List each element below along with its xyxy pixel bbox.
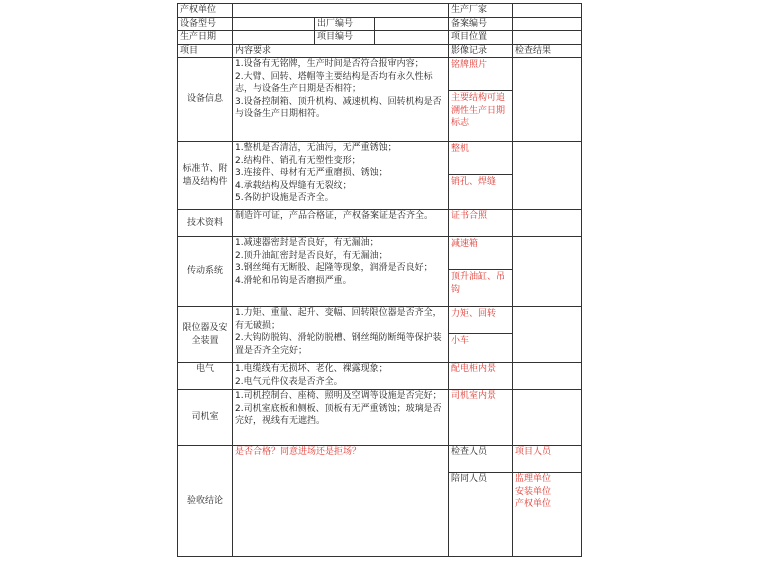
photo-slot[interactable]: 顶升油缸、吊钩 <box>451 272 506 295</box>
content-line: 制造许可证，产品合格证，产权备案证是否齐全。 <box>235 211 434 221</box>
content-line: 2.大钩防脱钩、滑轮防脱槽、钢丝绳防断绳等保护装置是否齐全完好； <box>235 333 442 356</box>
content-line: 2.电气元件仪表是否齐全。 <box>235 376 343 387</box>
prod-date-value[interactable] <box>233 31 315 45</box>
col-image-header: 影像记录 <box>449 44 513 58</box>
content-line: 1.减速器密封是否良好，有无漏油； <box>235 238 379 248</box>
image-cell[interactable]: 司机室内景 <box>449 390 513 446</box>
content-line: 2.司机室底板和侧板、顶板有无严重锈蚀；玻璃是否完好，视线有无遮挡。 <box>235 403 442 426</box>
content-line: 1.司机控制台、座椅、照明及空调等设施是否完好； <box>235 391 442 401</box>
conclusion-label: 验收结论 <box>178 446 233 557</box>
content-line: 2.顶升油缸密封是否良好，有无漏油； <box>235 250 388 261</box>
item-cell: 限位器及安全装置 <box>178 307 233 363</box>
row-equipment-info <box>178 58 582 142</box>
col-content-header: 内容要求 <box>233 44 449 58</box>
result-cell[interactable] <box>513 210 582 237</box>
image-cell[interactable] <box>449 58 513 142</box>
photo-slot[interactable]: 小车 <box>451 336 470 346</box>
row-tech-docs <box>178 210 582 237</box>
serial-no-label: 出厂编号 <box>315 17 375 31</box>
content-line: 1.设备有无铭牌，生产时间是否符合报审内容； <box>235 59 424 69</box>
image-cell[interactable]: 证书合照 <box>449 210 513 237</box>
result-cell[interactable] <box>513 142 582 210</box>
content-line: 4.滑轮和吊钩是否磨损严重。 <box>235 275 352 286</box>
companion-label: 陪同人员 <box>449 473 513 557</box>
content-cell <box>233 142 449 210</box>
row-electrical <box>178 363 582 390</box>
manufacturer-label: 生产厂家 <box>449 4 513 18</box>
row-conclusion-top <box>178 446 582 473</box>
companion-unit: 监理单位 <box>515 474 552 484</box>
content-line: 3.连接件、母材有无严重磨损、锈蚀； <box>235 168 388 178</box>
filing-no-label: 备案编号 <box>449 17 513 31</box>
content-line: 1.力矩、重量、起升、变幅、回转限位器是否齐全，有无破损； <box>235 308 442 331</box>
item-cell: 标准节、附墙及结构件 <box>178 142 233 210</box>
image-cell[interactable] <box>449 307 513 363</box>
image-cell[interactable] <box>449 142 513 210</box>
content-line: 2.大臂、回转、塔帽等主要结构是否均有永久性标志，与设备生产日期是否相符； <box>235 71 433 94</box>
header-row-1 <box>178 4 582 18</box>
content-cell <box>233 237 449 307</box>
filing-no-value[interactable] <box>513 17 582 31</box>
photo-slot[interactable]: 主要结构可追溯性生产日期标志 <box>451 93 506 128</box>
content-line: 1.整机是否清洁，无油污，无严重锈蚀； <box>235 143 397 153</box>
inspector-label: 检查人员 <box>449 446 513 473</box>
item-cell: 电气 <box>178 363 233 390</box>
item-cell: 技术资料 <box>178 210 233 237</box>
model-value[interactable] <box>233 17 315 31</box>
item-cell: 传动系统 <box>178 237 233 307</box>
project-loc-value[interactable] <box>513 31 582 45</box>
project-no-value[interactable] <box>375 31 449 45</box>
photo-slot[interactable]: 销孔、焊缝 <box>451 177 497 187</box>
acceptance-form-table <box>177 3 582 557</box>
column-header-row <box>178 44 582 58</box>
project-no-label: 项目编号 <box>315 31 375 45</box>
conclusion-question[interactable]: 是否合格？同意进场还是拒场？ <box>233 446 449 557</box>
owner-unit-value[interactable] <box>233 4 449 18</box>
photo-slot[interactable]: 力矩、回转 <box>449 307 512 334</box>
content-line: 3.设备控制箱、顶升机构、减速机构、回转机构是否与设备生产日期相符。 <box>235 96 442 119</box>
manufacturer-value[interactable] <box>513 4 582 18</box>
row-standard-section <box>178 142 582 210</box>
content-cell <box>233 210 449 237</box>
result-cell[interactable] <box>513 363 582 390</box>
companion-unit: 产权单位 <box>515 499 552 509</box>
header-row-3 <box>178 31 582 45</box>
inspector-value[interactable]: 项目人员 <box>513 446 582 473</box>
content-line: 4.承载结构及焊缝有无裂纹； <box>235 180 352 191</box>
content-cell <box>233 58 449 142</box>
row-limiter-safety <box>178 307 582 363</box>
serial-no-value[interactable] <box>375 17 449 31</box>
photo-slot[interactable]: 整机 <box>449 142 512 175</box>
result-cell[interactable] <box>513 237 582 307</box>
row-transmission <box>178 237 582 307</box>
project-loc-label: 项目位置 <box>449 31 513 45</box>
content-line: 3.钢丝绳有无断股、起隆等现象，润滑是否良好； <box>235 263 433 273</box>
content-line: 2.结构件、销孔有无塑性变形； <box>235 155 361 166</box>
item-cell: 设备信息 <box>178 58 233 142</box>
result-cell[interactable] <box>513 58 582 142</box>
result-cell[interactable] <box>513 307 582 363</box>
image-cell[interactable]: 配电柜内景 <box>449 363 513 390</box>
header-row-2 <box>178 17 582 31</box>
photo-slot[interactable]: 铭牌照片 <box>449 58 512 91</box>
model-label: 设备型号 <box>178 17 233 31</box>
prod-date-label: 生产日期 <box>178 31 233 45</box>
photo-slot[interactable]: 减速箱 <box>449 237 512 270</box>
content-line: 5.各防护设施是否齐全。 <box>235 193 334 203</box>
image-cell[interactable] <box>449 237 513 307</box>
companion-unit: 安装单位 <box>515 486 552 497</box>
row-cab <box>178 390 582 446</box>
col-item-header: 项目 <box>178 44 233 58</box>
content-cell <box>233 307 449 363</box>
item-cell: 司机室 <box>178 390 233 446</box>
col-result-header: 检查结果 <box>513 44 582 58</box>
content-cell <box>233 390 449 446</box>
result-cell[interactable] <box>513 390 582 446</box>
owner-unit-label: 产权单位 <box>178 4 233 18</box>
content-cell <box>233 363 449 390</box>
companion-value[interactable] <box>513 473 582 557</box>
content-line: 1.电缆线有无损坏、老化、裸露现象； <box>235 364 388 374</box>
